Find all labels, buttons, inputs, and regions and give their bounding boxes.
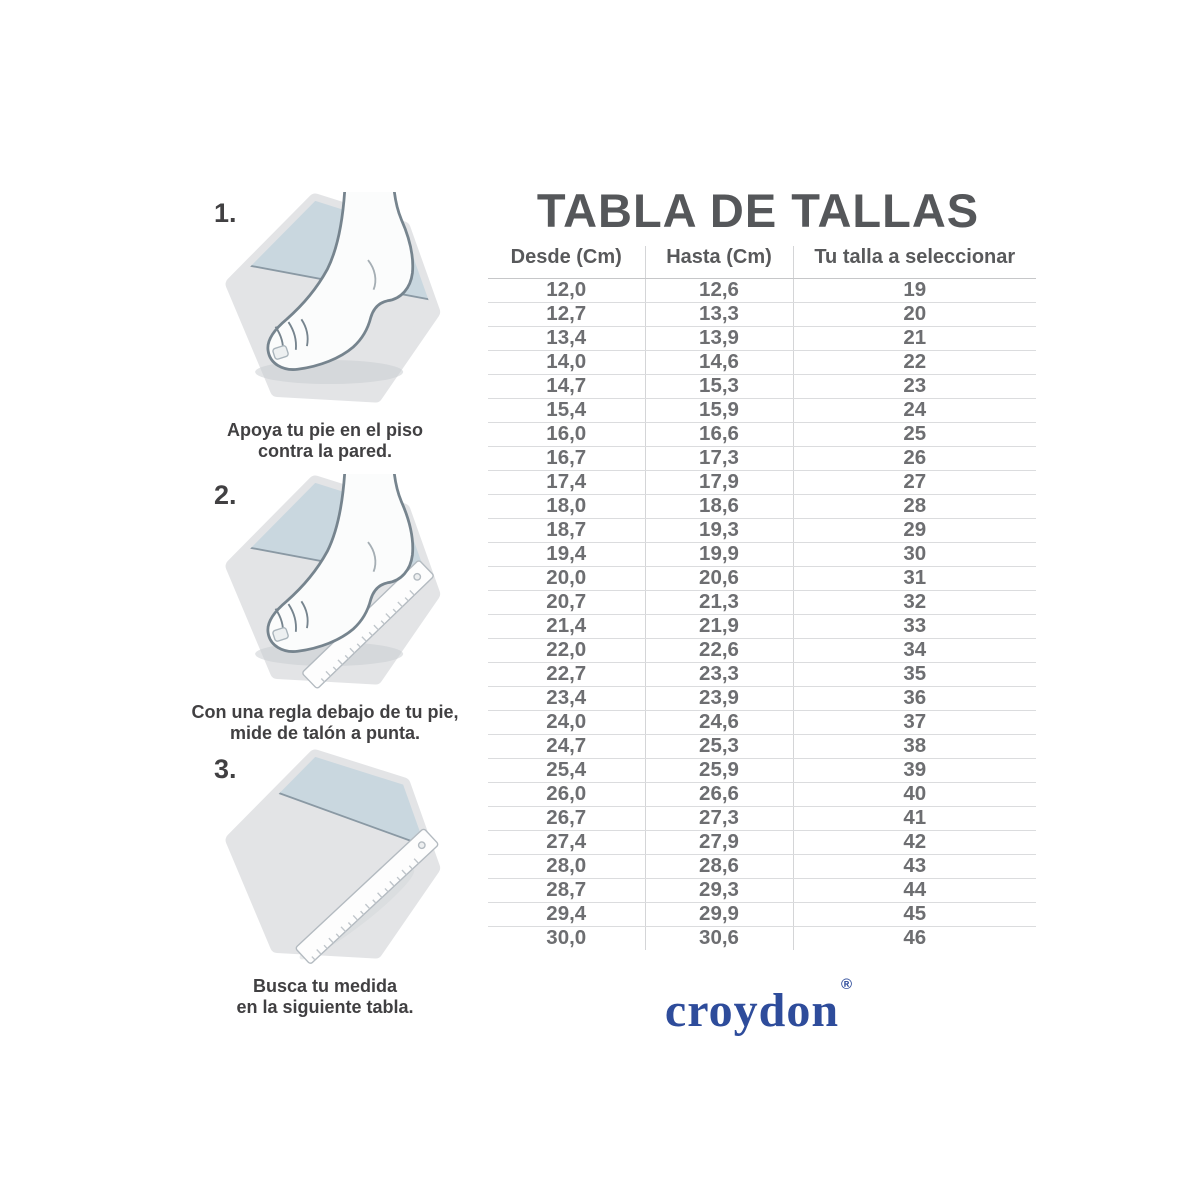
hasta-cell: 21,3: [645, 591, 793, 615]
desde-cell: 14,7: [488, 375, 645, 399]
table-row: [488, 567, 1036, 591]
desde-cell: 25,4: [488, 759, 645, 783]
ruler-only-illustration: [220, 748, 442, 973]
table-row: [488, 735, 1036, 759]
step-2-caption: Con una regla debajo de tu pie, mide de talón a punta.: [191, 702, 459, 743]
table-row: [488, 471, 1036, 495]
table-row: [488, 615, 1036, 639]
hasta-cell: 13,3: [645, 303, 793, 327]
hasta-cell: 25,9: [645, 759, 793, 783]
hasta-cell: 30,6: [645, 927, 793, 951]
table-row: [488, 375, 1036, 399]
desde-cell: 16,0: [488, 423, 645, 447]
table-row: [488, 783, 1036, 807]
table-row: [488, 711, 1036, 735]
desde-cell: 22,0: [488, 639, 645, 663]
talla-cell: 44: [793, 879, 1036, 903]
desde-cell: 18,7: [488, 519, 645, 543]
desde-cell: 21,4: [488, 615, 645, 639]
table-row: [488, 303, 1036, 327]
talla-cell: 38: [793, 735, 1036, 759]
hasta-cell: 13,9: [645, 327, 793, 351]
talla-cell: 20: [793, 303, 1036, 327]
desde-cell: 29,4: [488, 903, 645, 927]
talla-cell: 42: [793, 831, 1036, 855]
header-talla: Tu talla a seleccionar: [793, 246, 1036, 279]
talla-cell: 46: [793, 927, 1036, 951]
table-row: [488, 351, 1036, 375]
desde-cell: 18,0: [488, 495, 645, 519]
talla-cell: 37: [793, 711, 1036, 735]
table-row: [488, 831, 1036, 855]
table-row: [488, 399, 1036, 423]
hasta-cell: 19,9: [645, 543, 793, 567]
table-row: [488, 903, 1036, 927]
page-title: TABLA DE TALLAS: [536, 184, 980, 237]
hasta-cell: 27,3: [645, 807, 793, 831]
step-2-number: 2.: [214, 480, 237, 510]
desde-cell: 24,7: [488, 735, 645, 759]
hasta-cell: 29,9: [645, 903, 793, 927]
desde-cell: 17,4: [488, 471, 645, 495]
talla-cell: 19: [793, 279, 1036, 303]
registered-trademark: ®: [841, 976, 854, 993]
hasta-cell: 16,6: [645, 423, 793, 447]
desde-cell: 19,4: [488, 543, 645, 567]
hasta-cell: 25,3: [645, 735, 793, 759]
table-row: [488, 639, 1036, 663]
hasta-cell: 17,3: [645, 447, 793, 471]
table-row: [488, 855, 1036, 879]
desde-cell: 16,7: [488, 447, 645, 471]
talla-cell: 32: [793, 591, 1036, 615]
foot-against-wall-illustration: [220, 192, 442, 417]
desde-cell: 28,0: [488, 855, 645, 879]
table-row: [488, 927, 1036, 951]
table-row: [488, 687, 1036, 711]
desde-cell: 20,7: [488, 591, 645, 615]
hasta-cell: 27,9: [645, 831, 793, 855]
header-desde: Desde (Cm): [488, 246, 645, 279]
talla-cell: 36: [793, 687, 1036, 711]
table-row: [488, 519, 1036, 543]
brand-logo: [478, 976, 1038, 1038]
table-row: [488, 423, 1036, 447]
desde-cell: 15,4: [488, 399, 645, 423]
talla-cell: 23: [793, 375, 1036, 399]
hasta-cell: 14,6: [645, 351, 793, 375]
talla-cell: 33: [793, 615, 1036, 639]
step-3-caption: Busca tu medida en la siguiente tabla.: [236, 976, 414, 1017]
desde-cell: 12,0: [488, 279, 645, 303]
table-row: [488, 495, 1036, 519]
talla-cell: 30: [793, 543, 1036, 567]
hasta-cell: 26,6: [645, 783, 793, 807]
step-3-number: 3.: [214, 754, 237, 784]
talla-cell: 25: [793, 423, 1036, 447]
table-row: [488, 327, 1036, 351]
talla-cell: 27: [793, 471, 1036, 495]
talla-cell: 34: [793, 639, 1036, 663]
size-table-header-row: [488, 246, 1036, 279]
step-1-number: 1.: [214, 198, 237, 228]
desde-cell: 28,7: [488, 879, 645, 903]
step-1-caption: Apoya tu pie en el piso contra la pared.: [226, 420, 424, 461]
hasta-cell: 23,3: [645, 663, 793, 687]
desde-cell: 14,0: [488, 351, 645, 375]
foot-with-ruler-illustration: [220, 474, 442, 699]
table-row: [488, 279, 1036, 303]
desde-cell: 22,7: [488, 663, 645, 687]
talla-cell: 43: [793, 855, 1036, 879]
talla-cell: 22: [793, 351, 1036, 375]
desde-cell: 24,0: [488, 711, 645, 735]
hasta-cell: 19,3: [645, 519, 793, 543]
table-row: [488, 447, 1036, 471]
desde-cell: 27,4: [488, 831, 645, 855]
table-row: [488, 663, 1036, 687]
hasta-cell: 28,6: [645, 855, 793, 879]
desde-cell: 20,0: [488, 567, 645, 591]
hasta-cell: 12,6: [645, 279, 793, 303]
header-hasta: Hasta (Cm): [645, 246, 793, 279]
brand-logo-text: croydon: [664, 984, 840, 1037]
desde-cell: 12,7: [488, 303, 645, 327]
desde-cell: 26,0: [488, 783, 645, 807]
talla-cell: 45: [793, 903, 1036, 927]
hasta-cell: 18,6: [645, 495, 793, 519]
talla-cell: 40: [793, 783, 1036, 807]
talla-cell: 29: [793, 519, 1036, 543]
hasta-cell: 20,6: [645, 567, 793, 591]
hasta-cell: 23,9: [645, 687, 793, 711]
size-table-body: [488, 279, 1036, 951]
desde-cell: 13,4: [488, 327, 645, 351]
desde-cell: 26,7: [488, 807, 645, 831]
size-table: [488, 246, 1036, 950]
table-row: [488, 759, 1036, 783]
talla-cell: 35: [793, 663, 1036, 687]
hasta-cell: 22,6: [645, 639, 793, 663]
table-row: [488, 591, 1036, 615]
talla-cell: 41: [793, 807, 1036, 831]
desde-cell: 23,4: [488, 687, 645, 711]
table-row: [488, 807, 1036, 831]
talla-cell: 28: [793, 495, 1036, 519]
talla-cell: 21: [793, 327, 1036, 351]
hasta-cell: 15,9: [645, 399, 793, 423]
desde-cell: 30,0: [546, 926, 587, 950]
talla-cell: 31: [793, 567, 1036, 591]
table-row: [488, 543, 1036, 567]
table-row: [488, 879, 1036, 903]
hasta-cell: 29,3: [645, 879, 793, 903]
hasta-cell: 21,9: [645, 615, 793, 639]
talla-cell: 26: [793, 447, 1036, 471]
hasta-cell: 17,9: [645, 471, 793, 495]
talla-cell: 24: [793, 399, 1036, 423]
hasta-cell: 24,6: [645, 711, 793, 735]
hasta-cell: 15,3: [645, 375, 793, 399]
talla-cell: 39: [793, 759, 1036, 783]
